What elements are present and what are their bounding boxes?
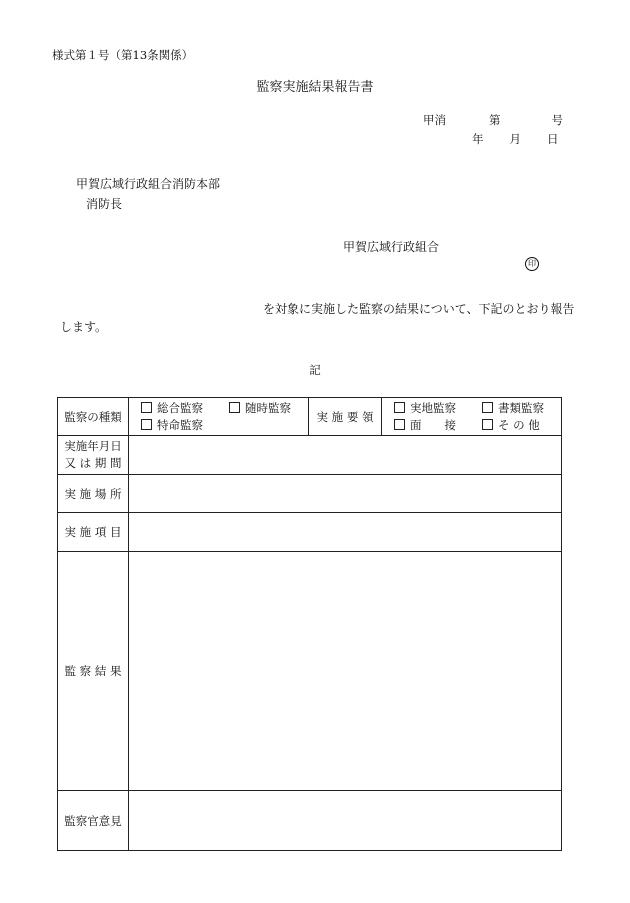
document-title: 監察実施結果報告書 (256, 80, 374, 95)
checkbox-icon[interactable] (141, 419, 152, 430)
kind-options (129, 398, 309, 436)
seal-mark: 印 (525, 257, 539, 271)
option-sonota[interactable]: そ の 他 (482, 417, 540, 434)
checkbox-icon[interactable] (394, 402, 405, 413)
place-label: 実 施 場 所 (58, 475, 129, 513)
checkbox-icon[interactable] (229, 402, 240, 413)
reference-number (423, 112, 563, 128)
checkbox-icon[interactable] (394, 419, 405, 430)
kind-label: 監察の種類 (58, 398, 129, 436)
date-year: 年 (472, 132, 484, 146)
form-number: 様式第１号（第13条関係） (52, 48, 194, 62)
reference-prefix: 甲消 (423, 113, 446, 127)
option-shorui[interactable]: 書類監察 (482, 400, 544, 417)
sender-org: 甲賀広域行政組合 (343, 240, 440, 254)
method-label: 実 施 要 領 (309, 398, 382, 436)
period-value[interactable] (129, 436, 562, 475)
addressee-org: 甲賀広域行政組合消防本部 (76, 177, 221, 191)
option-sogo[interactable]: 総合監察 (141, 400, 229, 417)
date-day: 日 (547, 132, 559, 146)
checkbox-icon[interactable] (141, 402, 152, 413)
report-table (57, 397, 562, 851)
reference-dai: 第 (489, 113, 501, 127)
result-label: 監 察 結 果 (58, 552, 129, 791)
items-label: 実 施 項 目 (58, 513, 129, 552)
result-value[interactable] (129, 552, 562, 791)
option-tokumei[interactable]: 特命監察 (141, 417, 203, 434)
opinion-value[interactable] (129, 791, 562, 851)
date-line (472, 131, 559, 147)
option-jitchi[interactable]: 実地監察 (394, 400, 482, 417)
opinion-label: 監察官意見 (58, 791, 129, 851)
body-text-line1: を対象に実施した監察の結果について、下記のとおり報告 (263, 302, 575, 316)
option-mensetsu[interactable]: 面 接 (394, 417, 482, 434)
option-zuiji[interactable]: 随時監察 (229, 400, 291, 417)
period-label: 実施年月日 又 は 期 間 (58, 436, 129, 475)
date-month: 月 (509, 132, 521, 146)
checkbox-icon[interactable] (482, 419, 493, 430)
reference-go: 号 (551, 113, 563, 127)
items-value[interactable] (129, 513, 562, 552)
body-text-line2: します。 (60, 320, 108, 334)
ki-heading: 記 (309, 363, 321, 377)
place-value[interactable] (129, 475, 562, 513)
checkbox-icon[interactable] (482, 402, 493, 413)
method-options (382, 398, 562, 436)
addressee-title: 消防長 (86, 197, 123, 211)
